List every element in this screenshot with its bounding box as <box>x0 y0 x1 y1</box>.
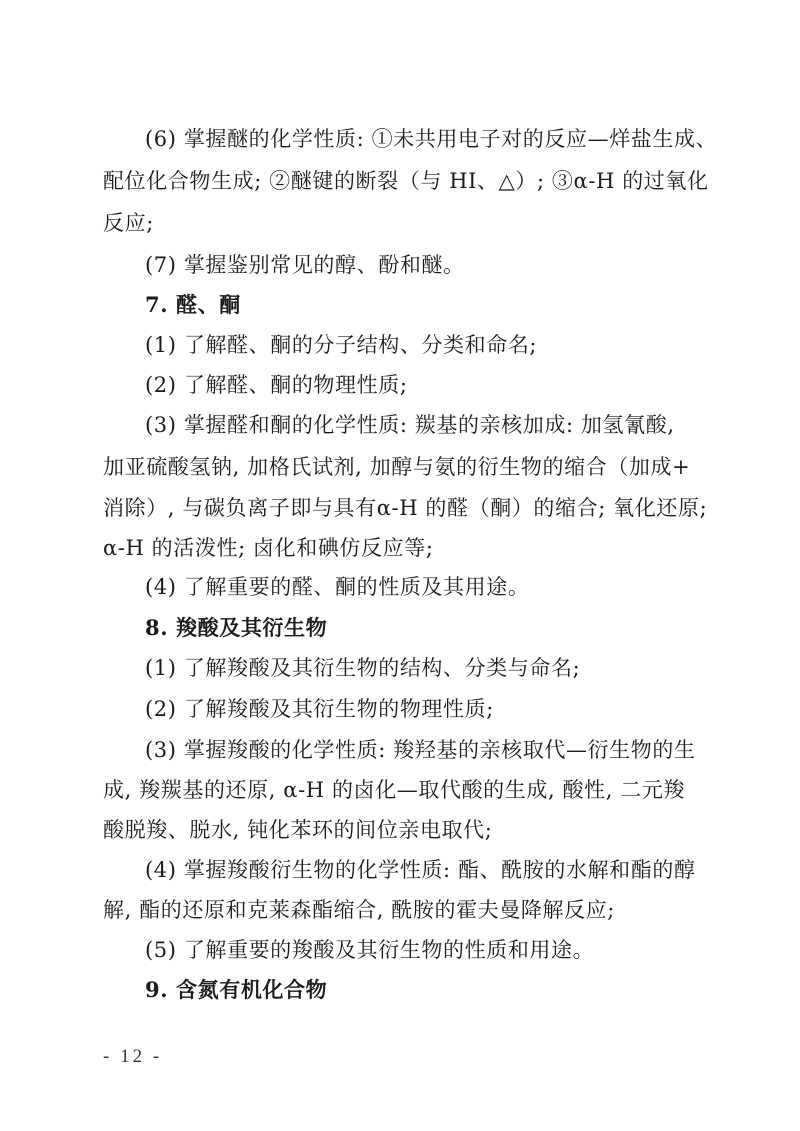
paragraph-6-line-3: 反应; <box>103 211 154 235</box>
section-heading-7: 7. 醛、酮 <box>145 292 241 317</box>
item-8-5: (5) 了解重要的羧酸及其衍生物的性质和用途。 <box>145 938 595 962</box>
item-7-2: (2) 了解醛、酮的物理性质; <box>145 373 408 397</box>
item-8-1: (1) 了解羧酸及其衍生物的结构、分类与命名; <box>145 656 581 680</box>
paragraph-6-line-2: 配位化合物生成; ②醚键的断裂（与 HI、△）; ③α-H 的过氧化 <box>103 169 709 193</box>
item-7-3-line-1: (3) 掌握醛和酮的化学性质: 羰基的亲核加成: 加氢氰酸, <box>145 413 675 437</box>
item-8-3-line-2: 成, 羧羰基的还原, α-H 的卤化—取代酸的生成, 酸性, 二元羧 <box>103 778 686 802</box>
item-7-3-line-4: α-H 的活泼性; 卤化和碘仿反应等; <box>103 536 434 560</box>
item-8-4-line-1: (4) 掌握羧酸衍生物的化学性质: 酯、酰胺的水解和酯的醇 <box>145 858 696 882</box>
item-8-4-line-2: 解, 酯的还原和克莱森酯缩合, 酰胺的霍夫曼降解反应; <box>103 898 615 922</box>
paragraph-6-line-1: (6) 掌握醚的化学性质: ①未共用电子对的反应—烊盐生成、 <box>145 127 718 151</box>
section-heading-9: 9. 含氮有机化合物 <box>145 977 328 1002</box>
paragraph-7: (7) 掌握鉴别常见的醇、酚和醚。 <box>145 253 465 277</box>
item-8-2: (2) 了解羧酸及其衍生物的物理性质; <box>145 697 494 721</box>
item-8-3-line-3: 酸脱羧、脱水, 钝化苯环的间位亲电取代; <box>103 818 493 842</box>
item-8-3-line-1: (3) 掌握羧酸的化学性质: 羧羟基的亲核取代—衍生物的生 <box>145 738 696 762</box>
page-number: - 12 - <box>103 1046 163 1067</box>
item-7-3-line-3: 消除）, 与碳负离子即与具有α-H 的醛（酮）的缩合; 氧化还原; <box>103 496 708 520</box>
item-7-4: (4) 了解重要的醛、酮的性质及其用途。 <box>145 575 530 599</box>
item-7-3-line-2: 加亚硫酸氢钠, 加格氏试剂, 加醇与氨的衍生物的缩合（加成+ <box>103 455 691 479</box>
item-7-1: (1) 了解醛、酮的分子结构、分类和命名; <box>145 333 538 357</box>
section-heading-8: 8. 羧酸及其衍生物 <box>145 615 328 640</box>
